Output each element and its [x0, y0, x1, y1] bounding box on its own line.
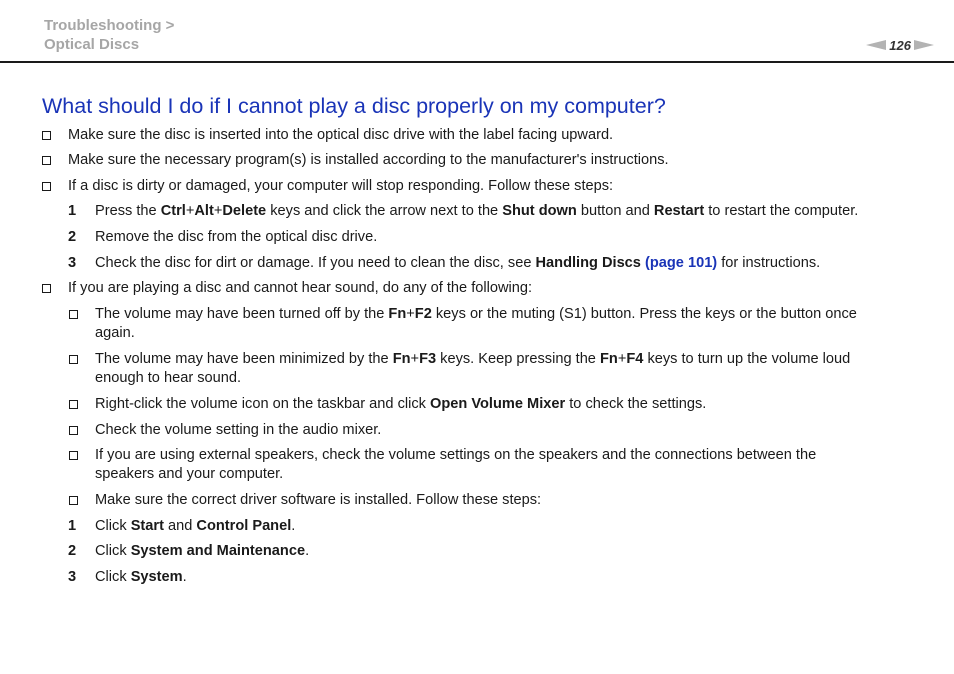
key-name: F2	[414, 306, 432, 322]
key-name: Fn	[388, 306, 407, 322]
menu-name: Open Volume Mixer	[430, 396, 566, 412]
step-number: 2	[68, 543, 77, 559]
item-text: again.	[95, 325, 135, 341]
bullet-item: Make sure the necessary program(s) is installed according to the manufacturer's instructions.	[68, 152, 669, 168]
breadcrumb-section: Troubleshooting >	[44, 17, 175, 34]
step-item	[95, 542, 309, 561]
bullet-checkbox-icon	[42, 182, 51, 191]
step-text: .	[291, 518, 296, 534]
step-item	[95, 254, 820, 273]
step-text: .	[305, 543, 310, 559]
step-text: Check the disc for dirt or damage. If you need to clean the disc, see	[95, 255, 536, 271]
plus-sign: +	[185, 203, 195, 219]
button-name: Shut down	[502, 203, 577, 219]
step-text: button and	[576, 203, 654, 219]
page-number: 126	[889, 37, 911, 53]
step-text: Click	[95, 543, 131, 559]
bullet-checkbox-icon	[69, 400, 78, 409]
menu-name: Control Panel	[196, 518, 292, 534]
bullet-checkbox-icon	[69, 310, 78, 319]
key-name: Ctrl	[160, 203, 186, 219]
bullet-checkbox-icon	[42, 284, 51, 293]
sub-bullet-item	[95, 350, 850, 388]
step-number: 3	[68, 569, 77, 585]
item-text: speakers and your computer.	[95, 466, 284, 482]
item-text: Right-click the volume icon on the taskbar and click	[95, 396, 431, 412]
button-name: Restart	[653, 203, 705, 219]
step-text: Press the	[95, 203, 161, 219]
page-title: What should I do if I cannot play a disc properly on my computer?	[42, 94, 666, 118]
key-name: F3	[419, 351, 437, 367]
page-navigator	[866, 36, 934, 54]
bullet-item: If a disc is dirty or damaged, your computer will stop responding. Follow these steps:	[68, 178, 614, 194]
step-text: Click	[95, 569, 131, 585]
item-text: to check the settings.	[565, 396, 707, 412]
bullet-item: Make sure the disc is inserted into the optical disc drive with the label facing upward.	[68, 127, 614, 143]
item-text: If you are using external speakers, check the volume settings on the speakers and the connections between the	[95, 447, 817, 463]
item-text: keys. Keep pressing the	[436, 351, 600, 367]
page-link[interactable]: (page 101)	[644, 255, 718, 271]
step-number: 2	[68, 229, 77, 245]
bullet-item: If you are playing a disc and cannot hear sound, do any of the following:	[68, 280, 533, 296]
breadcrumb-page: Optical Discs	[44, 36, 140, 53]
breadcrumb	[44, 16, 174, 54]
key-name: Fn	[392, 351, 411, 367]
key-name: Alt	[194, 203, 214, 219]
sub-bullet-item	[95, 446, 816, 484]
step-item	[95, 568, 187, 587]
step-text: and	[163, 518, 197, 534]
sub-bullet-item	[95, 395, 706, 414]
bullet-checkbox-icon	[42, 156, 51, 165]
next-page-arrow-icon[interactable]	[914, 40, 934, 50]
bullet-checkbox-icon	[69, 355, 78, 364]
plus-sign: +	[406, 306, 415, 322]
item-text: keys or the muting (S1) button. Press the keys or the button once	[431, 306, 857, 322]
step-number: 1	[68, 518, 77, 534]
step-item: Remove the disc from the optical disc drive.	[95, 229, 378, 245]
item-text: The volume may have been turned off by the	[95, 306, 389, 322]
sub-bullet-item	[95, 305, 857, 343]
item-text: enough to hear sound.	[95, 370, 242, 386]
plus-sign: +	[410, 351, 420, 367]
sub-bullet-item: Make sure the correct driver software is installed. Follow these steps:	[95, 492, 542, 508]
menu-name: System and Maintenance	[130, 543, 306, 559]
header-divider	[0, 61, 954, 63]
item-text: The volume may have been minimized by the	[95, 351, 393, 367]
step-number: 3	[68, 255, 77, 271]
bullet-checkbox-icon	[42, 131, 51, 140]
bullet-checkbox-icon	[69, 451, 78, 460]
step-text: keys and click the arrow next to the	[266, 203, 503, 219]
previous-page-arrow-icon[interactable]	[866, 40, 886, 50]
step-item	[95, 202, 858, 221]
bullet-checkbox-icon	[69, 426, 78, 435]
key-name: Delete	[222, 203, 267, 219]
step-text: for instructions.	[717, 255, 821, 271]
step-text: to restart the computer.	[704, 203, 859, 219]
plus-sign: +	[213, 203, 223, 219]
plus-sign: +	[617, 351, 627, 367]
step-text: .	[182, 569, 187, 585]
key-name: F4	[626, 351, 644, 367]
section-reference: Handling Discs	[535, 255, 641, 271]
step-text: Click	[95, 518, 131, 534]
menu-name: Start	[130, 518, 164, 534]
bullet-checkbox-icon	[69, 496, 78, 505]
menu-name: System	[130, 569, 183, 585]
key-name: Fn	[599, 351, 618, 367]
step-item	[95, 517, 295, 536]
step-number: 1	[68, 203, 77, 219]
sub-bullet-item: Check the volume setting in the audio mixer.	[95, 422, 382, 438]
item-text: keys to turn up the volume loud	[643, 351, 851, 367]
